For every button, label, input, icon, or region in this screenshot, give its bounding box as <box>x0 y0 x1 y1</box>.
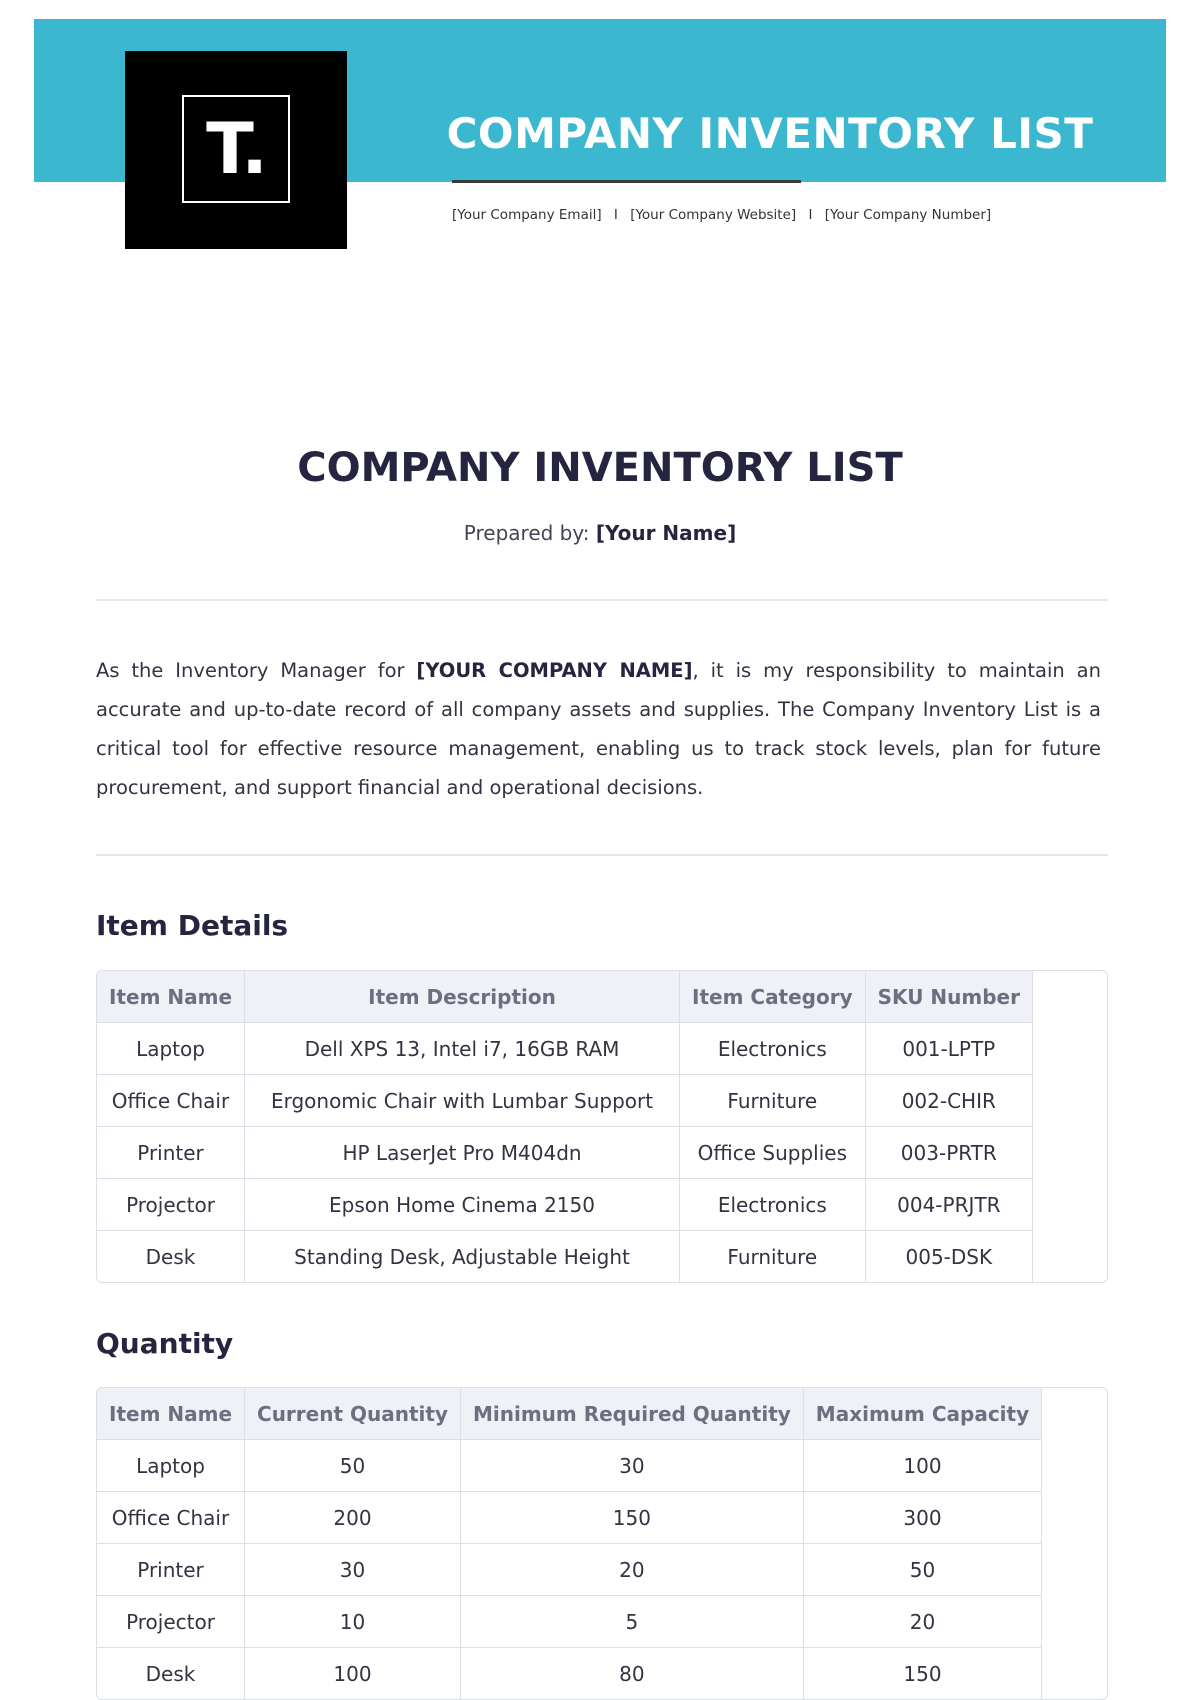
table-cell: 004-PRJTR <box>865 1179 1032 1231</box>
column-header: SKU Number <box>865 971 1032 1023</box>
table-cell: Desk <box>97 1231 245 1283</box>
table-cell: 20 <box>803 1596 1041 1648</box>
table-cell: Desk <box>97 1648 245 1700</box>
intro-text-start: As the Inventory Manager for <box>96 659 417 682</box>
table-row <box>97 1440 1042 1492</box>
contact-line <box>452 207 991 223</box>
column-header: Minimum Required Quantity <box>460 1388 803 1440</box>
header-title: COMPANY INVENTORY LIST <box>446 109 1094 158</box>
quantity-table <box>96 1387 1108 1700</box>
page-title: COMPANY INVENTORY LIST <box>297 445 903 491</box>
table-header-row <box>97 971 1032 1023</box>
table-row <box>97 1127 1032 1179</box>
table-cell: Laptop <box>97 1440 245 1492</box>
logo-frame <box>182 95 290 203</box>
prepared-by-name: [Your Name] <box>595 521 737 545</box>
company-logo <box>125 51 347 249</box>
company-number: [Your Company Number] <box>824 207 992 223</box>
contact-separator: I <box>613 207 618 223</box>
table-row <box>97 1596 1042 1648</box>
table-cell: 20 <box>460 1544 803 1596</box>
table-cell: 30 <box>460 1440 803 1492</box>
table-row <box>97 1544 1042 1596</box>
table-cell: 50 <box>245 1440 461 1492</box>
table-cell: 200 <box>245 1492 461 1544</box>
section-heading-quantity: Quantity <box>96 1327 234 1360</box>
table-row <box>97 1179 1032 1231</box>
column-header: Item Description <box>245 971 680 1023</box>
table-cell: 300 <box>803 1492 1041 1544</box>
table-row <box>97 1492 1042 1544</box>
table-cell: Printer <box>97 1544 245 1596</box>
table-cell: 30 <box>245 1544 461 1596</box>
table-row <box>97 1075 1032 1127</box>
table-cell: Ergonomic Chair with Lumbar Support <box>245 1075 680 1127</box>
table-header-row <box>97 1388 1042 1440</box>
table-cell: 001-LPTP <box>865 1023 1032 1075</box>
table-cell: 5 <box>460 1596 803 1648</box>
table-cell: Printer <box>97 1127 245 1179</box>
section-heading-item-details: Item Details <box>96 909 289 942</box>
table-cell: Projector <box>97 1179 245 1231</box>
company-website: [Your Company Website] <box>630 207 797 223</box>
table-cell: 80 <box>460 1648 803 1700</box>
table-cell: 50 <box>803 1544 1041 1596</box>
table-cell: HP LaserJet Pro M404dn <box>245 1127 680 1179</box>
table-cell: Dell XPS 13, Intel i7, 16GB RAM <box>245 1023 680 1075</box>
contact-separator: I <box>808 207 813 223</box>
table-cell: Office Chair <box>97 1492 245 1544</box>
table-cell: 003-PRTR <box>865 1127 1032 1179</box>
table-cell: Projector <box>97 1596 245 1648</box>
table-cell: Standing Desk, Adjustable Height <box>245 1231 680 1283</box>
table-cell: Office Chair <box>97 1075 245 1127</box>
column-header: Item Name <box>97 1388 245 1440</box>
prepared-by-label: Prepared by: <box>463 521 590 545</box>
table-row <box>97 1648 1042 1700</box>
intro-text-end: , it is my responsibility to maintain an accurate and up-to-date record of all company assets and supplies. The Company Inventory List is a critical tool for effective resource management, enabling us to track stock levels, plan for future procurement, and support financial and operational decisions. <box>96 659 1101 799</box>
table-row <box>97 1023 1032 1075</box>
intro-company-name: [YOUR COMPANY NAME] <box>416 659 693 682</box>
table-cell: Laptop <box>97 1023 245 1075</box>
table-cell: 005-DSK <box>865 1231 1032 1283</box>
table-cell: Office Supplies <box>680 1127 866 1179</box>
column-header: Item Category <box>680 971 866 1023</box>
company-email: [Your Company Email] <box>452 207 602 223</box>
table-cell: Electronics <box>680 1023 866 1075</box>
divider <box>96 854 1108 856</box>
table-cell: 10 <box>245 1596 461 1648</box>
column-header: Current Quantity <box>245 1388 461 1440</box>
column-header: Item Name <box>97 971 245 1023</box>
table-cell: Electronics <box>680 1179 866 1231</box>
item-details-table <box>96 970 1108 1283</box>
table-cell: Epson Home Cinema 2150 <box>245 1179 680 1231</box>
logo-letter: T. <box>206 108 266 190</box>
header-rule <box>452 180 801 183</box>
table-cell: 100 <box>803 1440 1041 1492</box>
intro-paragraph <box>96 651 1101 807</box>
table-cell: Furniture <box>680 1231 866 1283</box>
table-row <box>97 1231 1032 1283</box>
divider <box>96 599 1108 601</box>
table-cell: 100 <box>245 1648 461 1700</box>
table-cell: 002-CHIR <box>865 1075 1032 1127</box>
table-cell: 150 <box>803 1648 1041 1700</box>
table-cell: 150 <box>460 1492 803 1544</box>
column-header: Maximum Capacity <box>803 1388 1041 1440</box>
prepared-by <box>0 518 1200 548</box>
table-cell: Furniture <box>680 1075 866 1127</box>
